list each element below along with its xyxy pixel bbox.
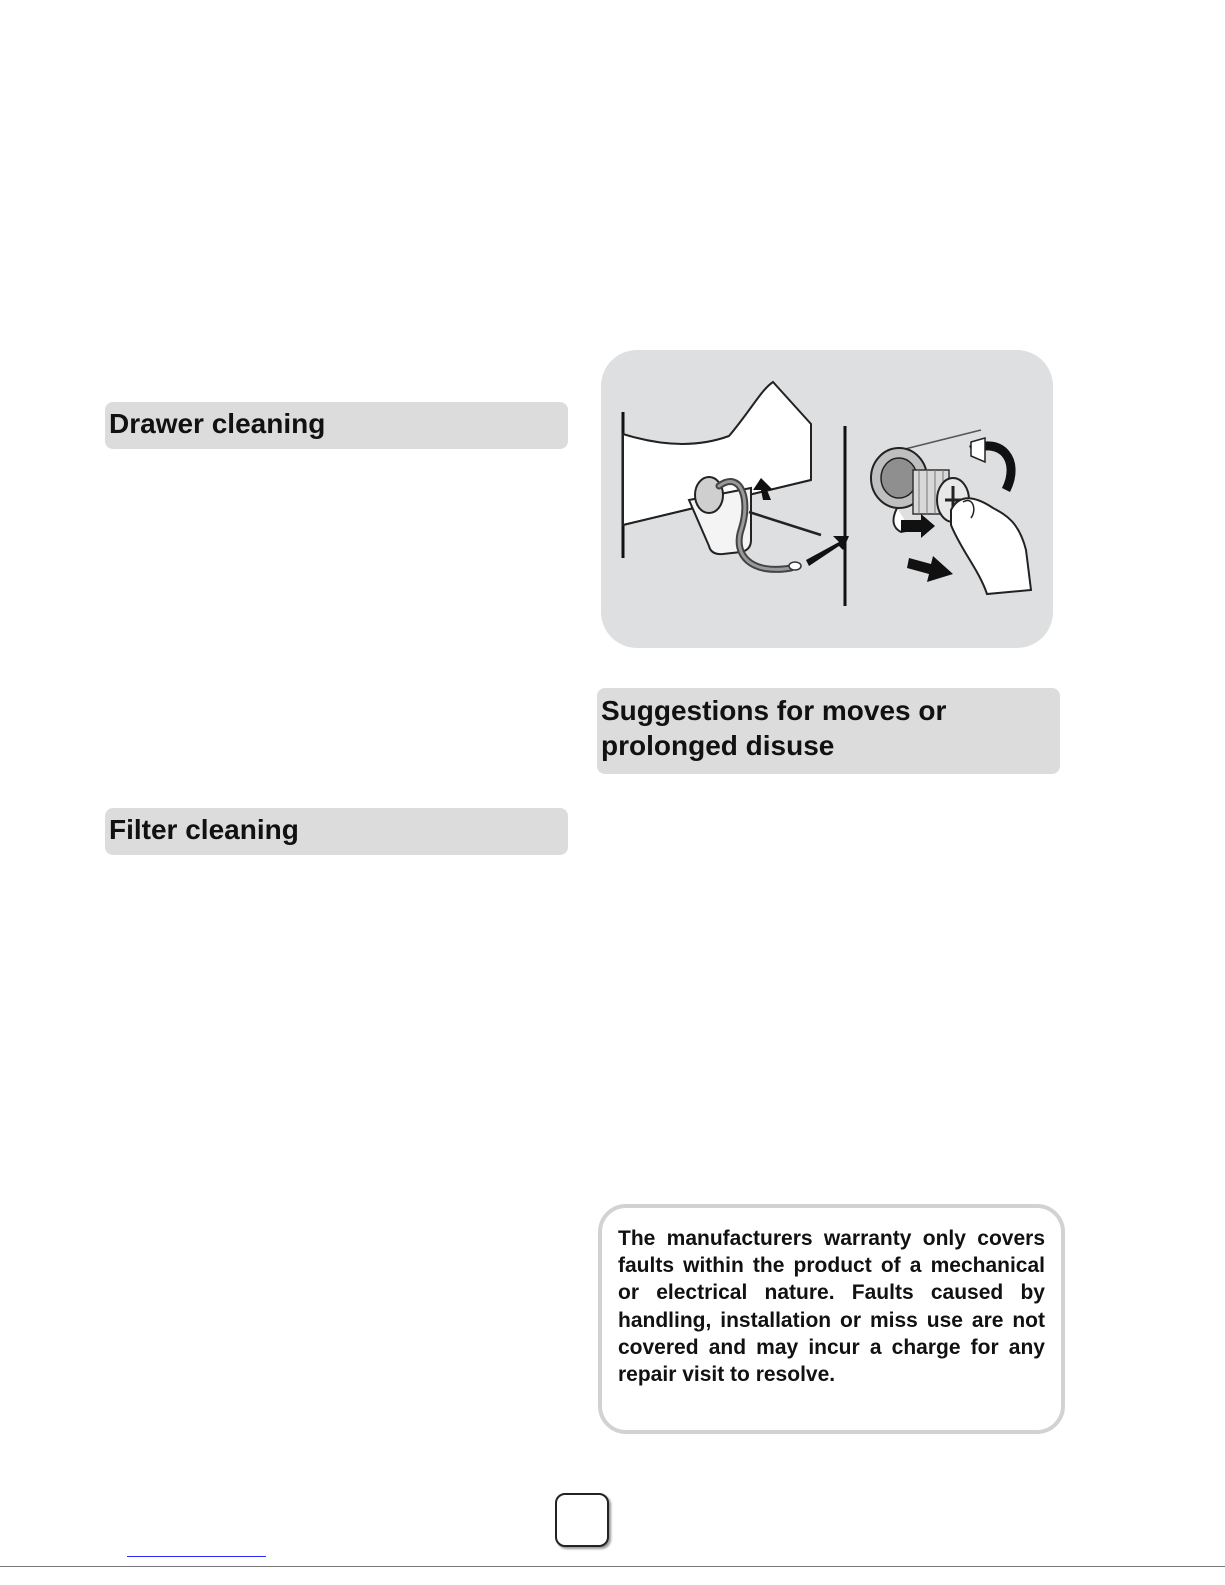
footer-rule [0,1566,1225,1567]
filter-cleaning-heading [105,808,568,855]
warranty-notice-text: The manufacturers warranty only covers faults within the product of a mechanical or electrical nature. Faults caused by handling, installation or miss use are not covered and may incur a charge for any repair visit to resolve. [618,1227,1045,1387]
filter-hand-illustration [871,430,1031,594]
warranty-notice-box [598,1204,1065,1434]
drawer-cleaning-heading-text: Drawer cleaning [109,408,326,439]
filter-removal-illustration [601,350,1053,648]
drawer-cleaning-heading [105,402,568,449]
suggestions-heading-line1: Suggestions for moves or [601,695,947,726]
suggestions-heading-line2: prolonged disuse [601,730,835,761]
suggestions-heading [597,688,1060,774]
drain-hose-illustration [623,382,849,606]
filter-cleaning-heading-text: Filter cleaning [109,814,299,845]
page-number-box [555,1493,609,1547]
footer-link-underline [127,1556,266,1557]
